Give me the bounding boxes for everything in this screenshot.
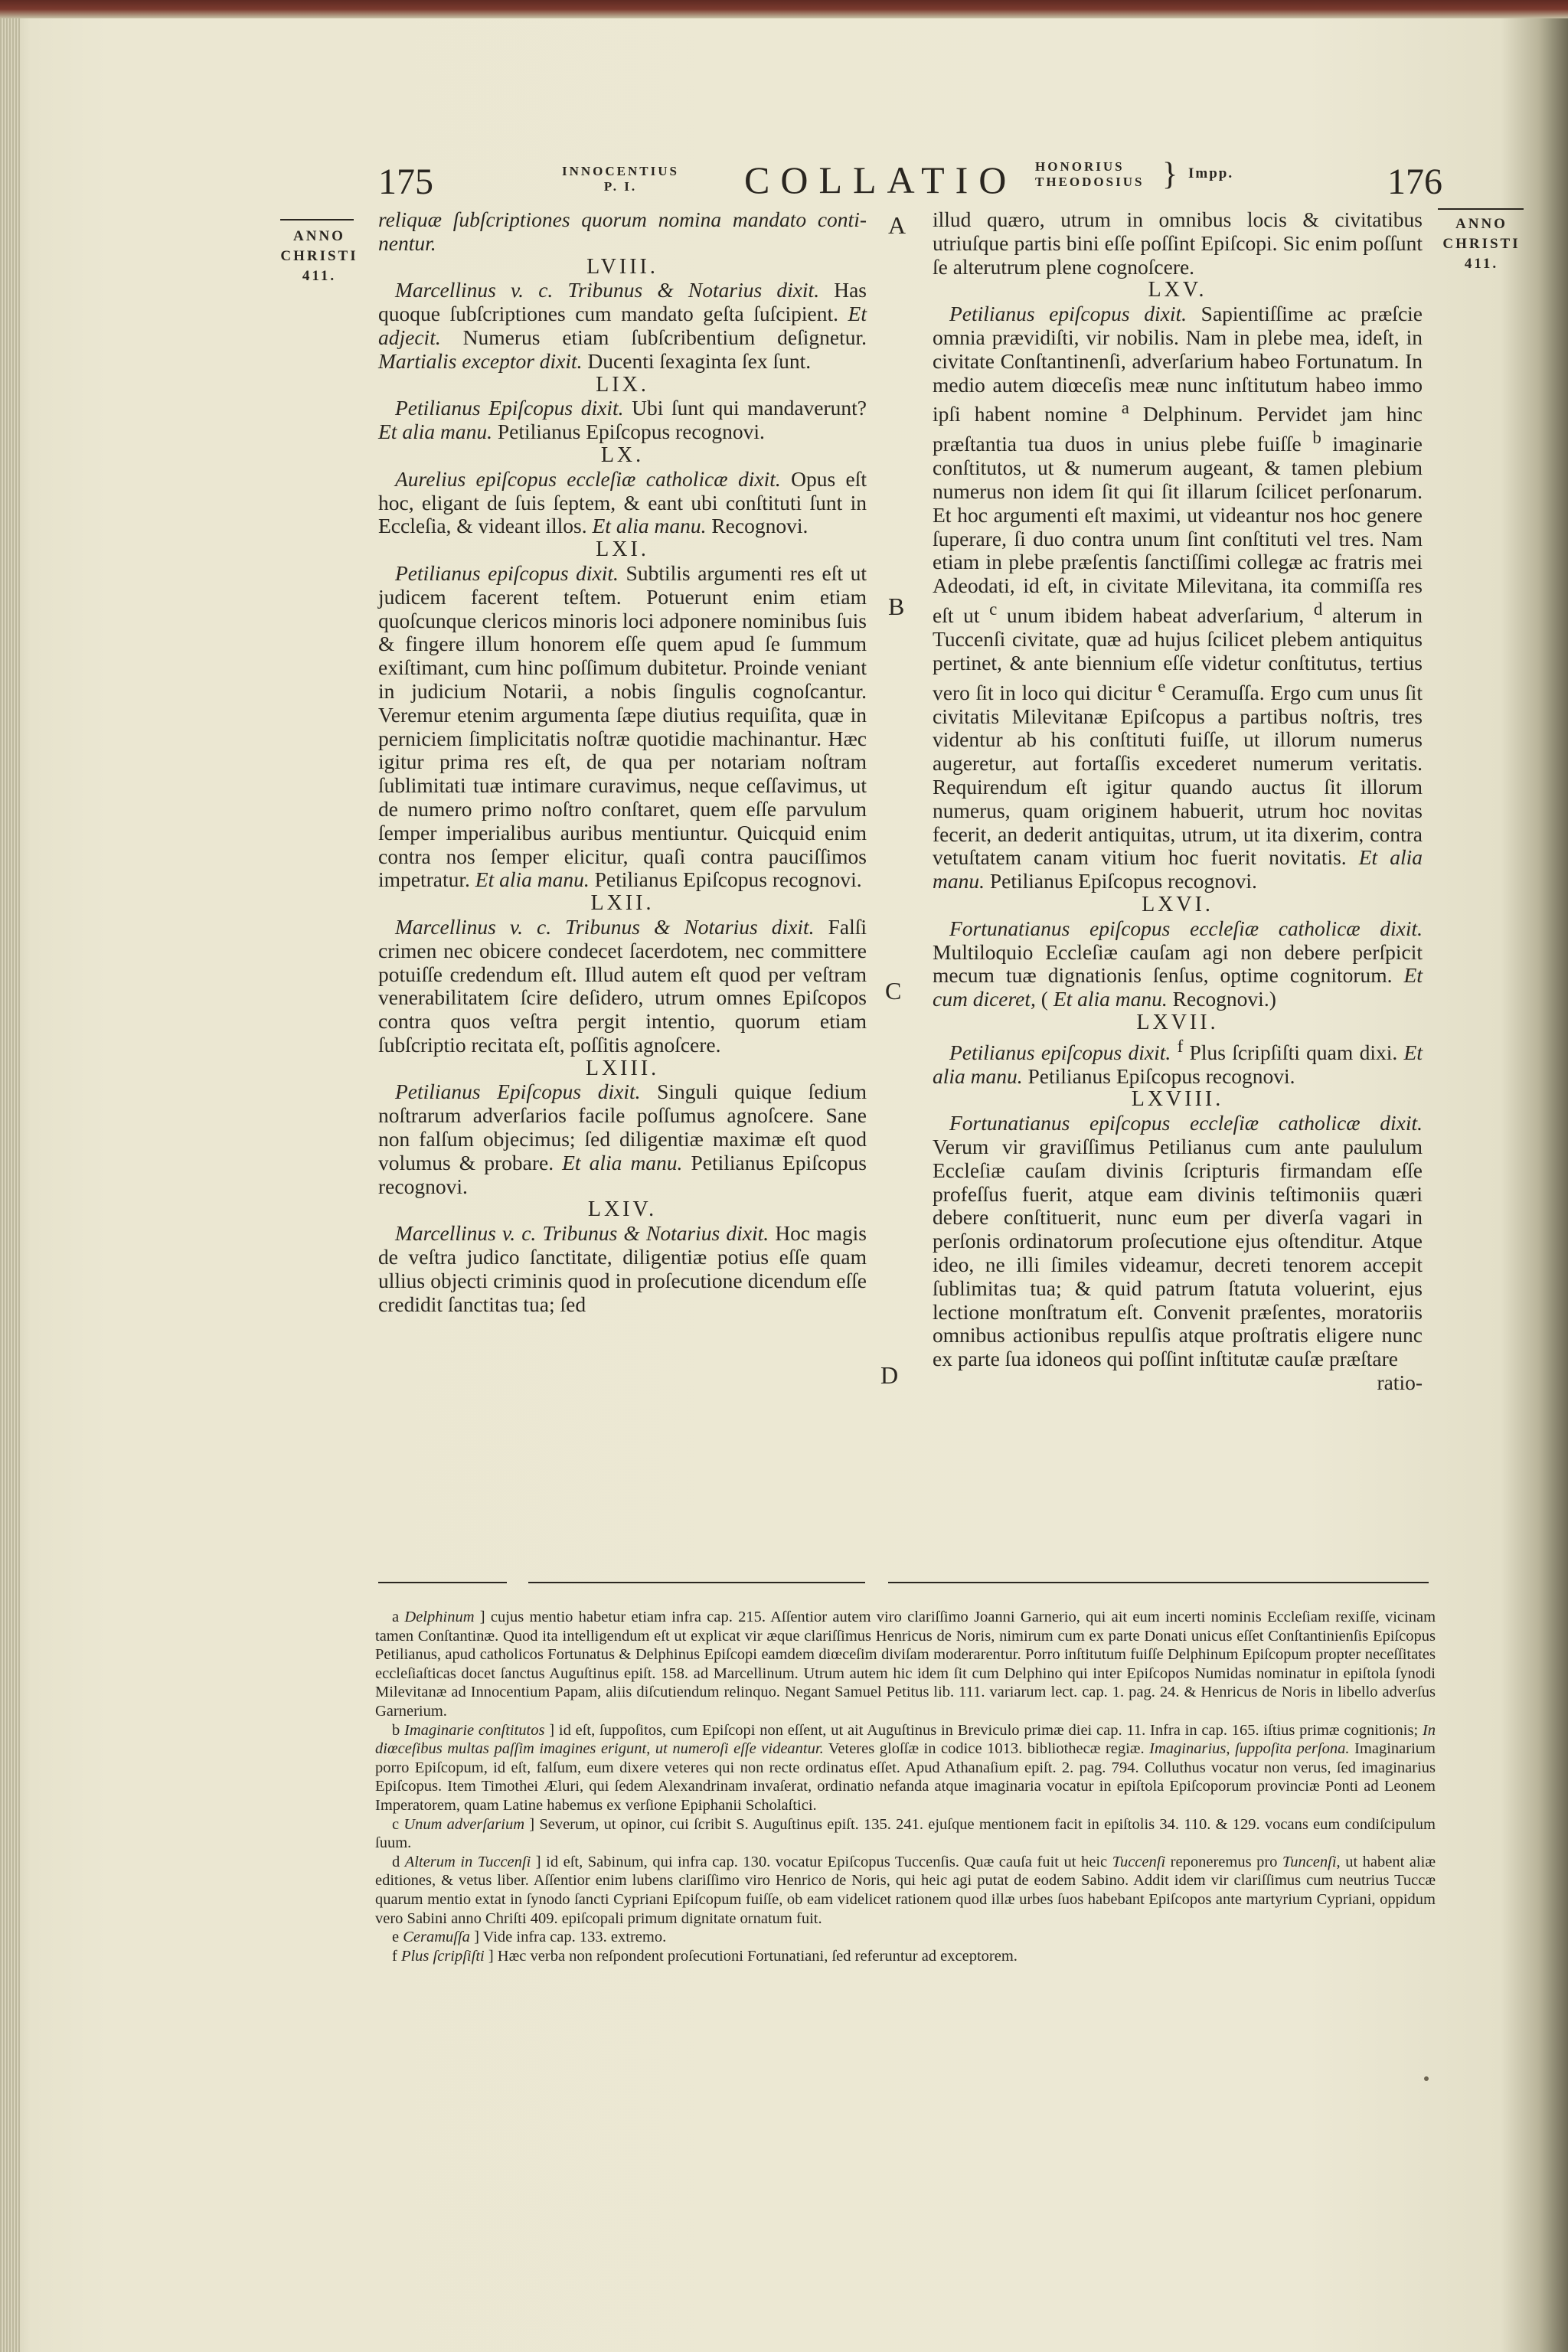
section-heading: LXIII. (585, 1056, 660, 1080)
text-paragraph (378, 916, 867, 1057)
note-marker[interactable]: c (989, 599, 998, 619)
text-paragraph (378, 279, 867, 373)
text-span: Plus ſcripſiſti quam dixi. (1183, 1040, 1404, 1064)
text-span: Opus eſt hoc, eligant de ſuis ſeptem, & eant ubi conſtituti ſunt in Eccleſia, & videant illos. (378, 466, 867, 538)
ink-spot (1424, 2076, 1429, 2081)
note-key: f (392, 1947, 397, 1965)
italic-text: Et alia manu. (378, 420, 492, 444)
footnote (375, 1815, 1436, 1853)
italic-text: Et alia manu. (592, 514, 707, 538)
running-head-left-line: P. I. (603, 179, 638, 194)
text-span: Petilianus Epiſcopus recognovi. (1022, 1063, 1295, 1088)
note-key: b (392, 1721, 400, 1739)
note-text: reponeremus pro (1165, 1853, 1282, 1870)
text-paragraph (378, 397, 867, 444)
section-heading: LXI. (596, 537, 649, 562)
running-head-impp: Impp. (1188, 165, 1234, 181)
note-marker[interactable]: a (1121, 398, 1129, 418)
italic-text: reliquæ ſubſcriptiones quorum nomina mandato conti- (378, 207, 867, 231)
note-text: ] Vide infra cap. 133. extremo. (469, 1929, 667, 1946)
running-head-right-line: HONORIUS (1035, 159, 1125, 174)
section-heading: LXV. (1148, 278, 1207, 302)
note-lemma: Unum adverſarium (403, 1815, 525, 1833)
running-head-right-line: THEODOSIUS (1035, 175, 1145, 189)
text-span: Hoc magis de veſtra judico ſanctitate, diligentiæ potius eſſe quam ullius objecti criminis quod in proſecutione dicendum eſſe credidit ſanctitas tua; ſed (378, 1221, 867, 1316)
notes-rule-mid (528, 1582, 865, 1583)
section-heading: LXIV. (587, 1197, 658, 1222)
note-marker[interactable]: e (1158, 676, 1166, 696)
notes-rule-left (378, 1582, 507, 1583)
section-heading: LXVIII. (1131, 1087, 1224, 1112)
text-span: Ubi ſunt qui mandaverunt? (623, 396, 867, 420)
note-lemma: Plus ſcripſiſti (400, 1947, 485, 1965)
text-paragraph (378, 562, 867, 892)
running-title: COLLATIO (744, 158, 1018, 201)
text-span: alterum in Tuccenſi civitate, quæ ad hujus ſcilicet plebem antiquitus pertinet, & ante biennium eſſe videtur conſtitutus, tertius vero ſit in loco qui dicitur (933, 603, 1423, 704)
text-span: Has quoque ſubſcriptiones cum mandato geſta ſuſcipient. (378, 278, 867, 326)
section-heading: LVIII. (586, 254, 658, 279)
note-italic: Tuccenſi (1112, 1853, 1166, 1870)
text-paragraph (378, 1080, 867, 1198)
margin-year-right (1439, 214, 1524, 274)
note-text: ] Hæc verba non reſpondent proſecutioni Fortunatiani, ſed referuntur ad exceptorem. (484, 1947, 1018, 1965)
note-key: e (392, 1929, 400, 1946)
text-span: Numerus etiam ſubſcribentium deſignetur. (440, 325, 867, 349)
binding-edge (0, 0, 1568, 18)
text-paragraph (378, 468, 867, 538)
text-span: Petilianus Epiſcopus recognovi. (492, 420, 765, 444)
header-brace: } (1162, 157, 1178, 192)
running-head-left-line: INNOCENTIUS (562, 164, 679, 178)
text-span: Recognovi. (706, 514, 808, 538)
text-span: Multiloquio Eccleſiæ cauſam agi non debere perſpicit mecum tuæ dignationis ſenſus, optime cognitorum. (933, 939, 1423, 988)
text-span: Falſi crimen nec obicere condecet ſacerdotem, nec committere potuiſſe credendum eſt. Illud autem eſt quod per veſtram venerabilitatem ſcire deſidero, utrum omnes Epiſcopos contra quos veſtra pergit intentio, quorum etiam ſubſcriptio recitata eſt, poſſitis agnoſcere. (378, 914, 867, 1057)
text-span: Ceramuſſa. Ergo cum unus ſit civitatis Milevitanæ Epiſcopus a partibus noſtris, tres videntur ab his conſtituti fuiſſe, ut illorum numerus augeretur, aut fortaſſis excederet numerum veritatis. Requirendum eſt igitur quando auctus ſit illorum numerus, quam originem habuerit, utrum hoc novitas fecerit, an dederit antiquitas, utrum, ut ita dixerim, contra vetuſtatem canam vitium hoc fuerit novitatis. (933, 680, 1423, 870)
speaker: Petilianus epiſcopus dixit. (949, 302, 1187, 326)
section-heading: LIX. (596, 372, 649, 397)
note-key: d (392, 1853, 400, 1870)
speaker: Petilianus epiſcopus dixit. (395, 560, 619, 585)
note-key: c (392, 1815, 400, 1833)
italic-text: nentur. (378, 230, 436, 255)
section-heading: LXII. (590, 891, 655, 916)
note-lemma: Alterum in Tuccenſi (404, 1853, 531, 1870)
italic-text: Et cum diceret, (933, 963, 1423, 1011)
note-text: ] cujus mentio habetur etiam infra cap. 215. Aſſentior autem viro clariſſimo Joanni Garnerio, qui ait eum incerti nominis Eccleſiam rexiſſe, vicinam tamen Conſtantinæ. Quod ita intelligendum eſt ut explicat vir æque clariſſimus Henricus de Noris, nimirum cum ex parte Donati unicus eſſet Conſtantinienſis Epiſcopus Petilianus, apud catholicos Fortunatus & Delphinus Epiſcopi eamdem diœceſim diviſam moderarentur. Porro inſtitutum fuiſſe Delphinum Epiſcopum propter neceſſitates eccleſiaſticas docet ſanctus Auguſtinus epiſt. 158. ad Marcellinum. Utrum autem hic idem ſit cum Delphino qui inter Epiſcopos Numidas nominatur in epiſtola ſynodi Milevitanæ ad Innocentium Papam, aliis diſcutiendum relinquo. Negant Samuel Petitus lib. 111. variarum lect. cap. 1. pag. 24. & Henricus de Noris in libello adverſus Garnerium. (375, 1609, 1436, 1720)
section-letter-a: A (888, 211, 906, 239)
italic-text: Et alia manu. (933, 845, 1423, 893)
note-italic: In diœceſibus multas paſſim imagines erigunt, ut numeroſi eſſe videantur. (375, 1721, 1436, 1758)
footnotes (375, 1608, 1436, 1965)
text-paragraph: illud quæro, utrum in omnibus locis & civitatibus utriuſque partis bini eſſe poſſint Epiſcopi. Sic enim poſſunt ſe alterutrum plene cognoſcere. (933, 207, 1423, 279)
note-marker[interactable]: f (1177, 1036, 1184, 1056)
italic-text: Et adjecit. (378, 302, 867, 349)
note-marker[interactable]: b (1312, 428, 1321, 448)
italic-text: Et alia manu. (1053, 987, 1168, 1011)
footnote (375, 1928, 1436, 1947)
catchword: ratio- (1377, 1370, 1423, 1395)
italic-text: Et alia manu. (475, 867, 590, 892)
section-heading: LXVII. (1136, 1010, 1219, 1034)
text-span: Verum vir graviſſimus Petilianus cum ante paululum Eccleſiæ cauſam divinis ſcripturis firmandam eſſe profeſſus fuerit, atque eam divinis teſtimoniis quæri debere conſtituerit, nunc eum per diverſa vagari in perſonis ordinatorum proſecutione ejus oſtenditur. Atque ideo, ne illi ſimiles videamur, decreti tenorem accepit ſublimitas tua; & quid patrum ſtatuta voluerint, ejus lectione monſtratum eſt. Convenit præſentes, moratoriis omnibus actionibus repulſis atque proſtratis eligere nunc ex parte ſua idoneos qui poſſint inſtitutæ cauſæ præſtare (933, 1135, 1423, 1371)
page-number-right: 176 (1387, 162, 1442, 202)
margin-year-line: ANNO (1455, 216, 1508, 232)
section-letter-c: C (885, 977, 902, 1004)
margin-year-line: 411. (302, 268, 337, 284)
margin-rule-right (1438, 208, 1524, 210)
note-text: ] Severum, ut opinor, cui ſcribit S. Auguſtinus epiſt. 135. 241. ejuſque mentionem facit in epiſtolis 34. 110. & 129. vocans eum condiſcipulum ſuum. (375, 1815, 1436, 1852)
text-span: Petilianus Epiſcopus recognovi. (589, 867, 862, 892)
italic-text: Et alia manu. (933, 1040, 1423, 1088)
margin-year-line: CHRISTI (280, 248, 358, 264)
footnote (375, 1853, 1436, 1928)
text-paragraph (378, 208, 867, 256)
text-span: Recognovi.) (1167, 987, 1276, 1011)
text-span: Petilianus Epiſcopus recognovi. (378, 1150, 867, 1198)
text-span: Singuli quique ſedium noſtrarum adverſarios facile poſſumus agnoſcere. Sane non falſum objecimus; ſed diligentiæ maximæ eſt quod volumus & probare. (378, 1080, 867, 1174)
note-text: Imaginarium porro Epiſcopum, id eſt, falſum, eum dixere veteres qui non recte ordinatus eſſet. Apud Athanaſium epiſt. 2. pag. 794. Colluthus vocatur non verus, ſed imaginarius Epiſcopus. Item Timothei Æluri, qui ſedem Alexandrinam invaſerat, ordinatio nefanda atque imaginaria vocatur in epiſtola Epiſcoporum provinciæ Ponti ad Leonem Imperatorem, quam Latine habemus ex verſione Epiphanii Scholaſtici. (375, 1740, 1436, 1814)
speaker: Fortunatianus epiſcopus eccleſiæ catholicæ dixit. (949, 1111, 1423, 1135)
text-paragraph (933, 917, 1423, 1011)
text-span: unum ibidem habeat adverſarium, (997, 603, 1314, 628)
margin-year-left (277, 227, 361, 286)
margin-year-line: CHRISTI (1442, 236, 1521, 252)
text-paragraph (933, 1112, 1423, 1371)
text-span: Petilianus Epiſcopus recognovi. (985, 869, 1257, 893)
note-italic: Imaginarius, ſuppoſita perſona. (1149, 1740, 1350, 1758)
text-span: Delphinum. Pervidet jam hinc præſtantia tua duos in unius plebe fuiſſe (933, 402, 1423, 456)
italic-text: Et alia manu. (562, 1150, 683, 1174)
text-span: Subtilis argumenti res eſt ut judicem facerent teſtem. Potuerunt enim etiam quoſcunque clericos minoris loci adponere nominibus ſuis & fingere illum honorem eſſe quem apud ſe ſummum exiſtimant, cum hinc poſſimum dubitetur. Proinde veniant in judicium Notarii, a nobis ſingulis cognoſcantur. Veremur etenim argumenta ſæpe diutius requiſita, quæ in perniciem ſimplicitatis noſtræ quotidie machinantur. Hæc igitur prima res eſt, de qua per notariam noſtram ſublimitati tuæ intimare curavimus, neque ceſſavimus, ut de numero primo noſtro conſtaret, quem eſſe parvulum ſemper imperialibus auribus mentiuntur. Quicquid enim contra nos ſemper elicitur, quaſi contra pauciſſimos impetratur. (378, 560, 867, 892)
margin-year-line: ANNO (293, 228, 345, 244)
note-marker[interactable]: d (1313, 599, 1323, 619)
note-italic: Tuncenſi (1282, 1853, 1337, 1870)
speaker: Aurelius epiſcopus eccleſiæ catholicæ dixit. (395, 466, 781, 491)
text-span: Ducenti ſexaginta ſex ſunt. (582, 348, 812, 373)
speaker: Marcellinus v. c. Tribunus & Notarius dixit. (395, 914, 815, 939)
note-lemma: Imaginarie conſtitutos (404, 1721, 545, 1739)
speaker: Fortunatianus epiſcopus eccleſiæ catholicæ dixit. (949, 916, 1423, 940)
footnote (375, 1608, 1436, 1721)
section-letter-b: B (888, 593, 905, 620)
page-number-left: 175 (378, 162, 433, 202)
footnote (375, 1721, 1436, 1815)
notes-rule-right (888, 1582, 1429, 1583)
text-paragraph (933, 1035, 1423, 1089)
note-text: , ut habent aliæ editiones, & vetus liber. Aſſentior enim lubens clariſſimo viro Henrico de Noris, qui heic agi putat de eodem Sabino. Addit idem vir clariſſimus cum neutrius Tuccæ quarum mentio extat in ſynodo ſancti Cypriani Epiſcopum fuiſſe, ob eam videlicet rationem quod illæ urbes ſuos habebant Epiſcopos ante martyrium Cypriani, oppidum vero Sabini anno Chriſti 409. epiſcopali primum dignitate ornatum fuit. (375, 1853, 1436, 1927)
note-lemma: Delphinum (404, 1609, 475, 1625)
text-span: imaginarie conſtitutos, ut & numerum augeant, & tamen plebium numerus non idem ſit qui ſit illarum ſcilicet perſonarum. Et hoc argumenti eſt maximi, ut videantur nos hoc genere ſuperare, ſi duo contra unum ſint conſtituti vel tres. Nam etiam in plebe præſentis ſanctiſſimi collegæ ac fratris mei Adeodati, id eſt, in civitate Milevitana, ita commiſſa res eſt ut (933, 432, 1423, 628)
margin-year-line: 411. (1464, 256, 1499, 272)
speaker: Martialis exceptor dixit. (378, 348, 583, 373)
right-column (933, 208, 1423, 1395)
speaker: Petilianus epiſcopus dixit. (949, 1040, 1171, 1064)
page-edges (0, 0, 20, 2352)
text-paragraph (933, 302, 1423, 893)
running-head-right (1035, 159, 1144, 190)
note-lemma: Ceramuſſa (403, 1929, 470, 1946)
speaker: Petilianus Epiſcopus dixit. (395, 396, 624, 420)
speaker: Marcellinus v. c. Tribunus & Notarius dixit. (395, 1221, 769, 1246)
note-text: ] id eſt, ſuppoſitos, cum Epiſcopi non eſſent, ut ait Auguſtinus in Breviculo primæ diei cap. 11. Infra in cap. 165. iſtius primæ cognitionis; (544, 1721, 1423, 1739)
speaker: Petilianus Epiſcopus dixit. (395, 1080, 641, 1104)
speaker: Marcellinus v. c. Tribunus & Notarius dixit. (395, 278, 820, 302)
note-text: ] id eſt, Sabinum, qui infra cap. 130. vocatur Epiſcopus Tuccenſis. Quæ cauſa fuit ut heic (531, 1853, 1112, 1870)
left-column (378, 208, 867, 1316)
note-key: a (392, 1609, 400, 1625)
section-heading: LXVI. (1142, 892, 1214, 916)
text-span: Sapientiſſime ac præſcie omnia prævidiſti, vir nobilis. Nam in plebe mea, ideſt, in civitate Conſtantinenſi, adverſarium habeo Fortunatum. In medio autem diœceſis meæ nunc inſtitutum habeo immo ipſi habent nomine (933, 302, 1423, 426)
margin-rule-left (280, 219, 354, 220)
text-paragraph (378, 1222, 867, 1316)
section-heading: LX. (600, 443, 645, 467)
note-text: Veteres gloſſæ in codice 1013. bibliothecæ regiæ. (823, 1740, 1150, 1758)
text-span: ( (1035, 987, 1054, 1011)
running-head-left (562, 164, 679, 194)
section-letter-d: D (880, 1361, 899, 1389)
footnote (375, 1947, 1436, 1966)
